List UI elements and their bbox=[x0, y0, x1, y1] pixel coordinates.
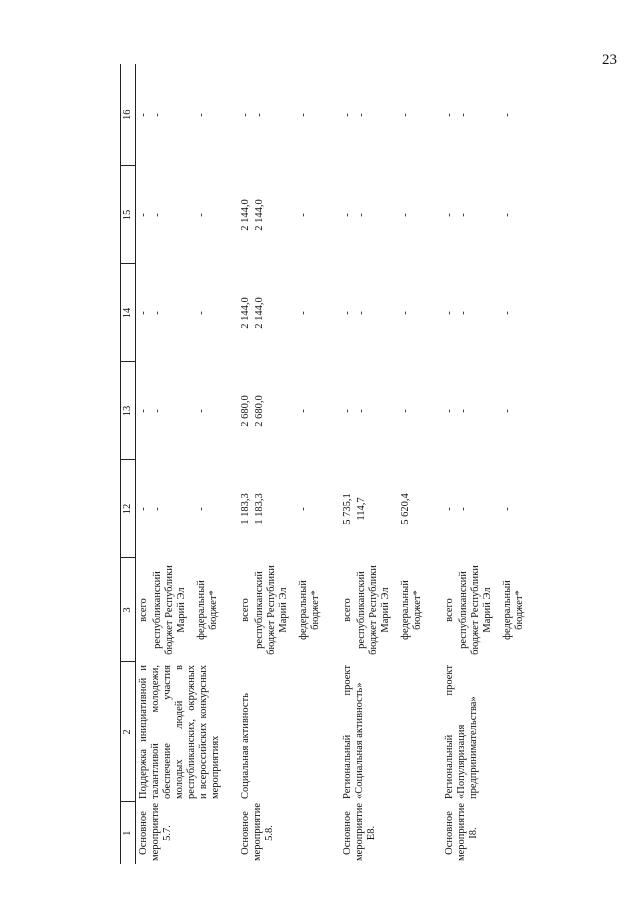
col-13-values bbox=[238, 362, 340, 460]
col-16-values bbox=[442, 64, 544, 166]
budget-value: - bbox=[458, 113, 470, 117]
budget-value: - bbox=[138, 113, 150, 117]
budget-value: - bbox=[298, 113, 310, 117]
funding-source-label: всего bbox=[240, 598, 252, 622]
funding-source-label: федеральный бюджет* bbox=[502, 580, 526, 640]
budget-value: - bbox=[342, 213, 354, 217]
budget-value: - bbox=[196, 213, 208, 217]
rotated-table-container bbox=[120, 64, 623, 864]
budget-value: - bbox=[356, 311, 368, 315]
budget-value: 2 680,0 bbox=[254, 395, 266, 427]
budget-value: - bbox=[298, 311, 310, 315]
budget-value: - bbox=[356, 213, 368, 217]
budget-value: - bbox=[400, 213, 412, 217]
budget-value: 2 144,0 bbox=[240, 297, 252, 329]
col-14-values bbox=[340, 264, 442, 362]
table-row bbox=[136, 64, 239, 864]
budget-value: - bbox=[240, 113, 252, 117]
budget-value: - bbox=[138, 311, 150, 315]
budget-value: - bbox=[152, 507, 164, 511]
page-number: 23 bbox=[602, 52, 617, 68]
event-code: Основное мероприятие I8. bbox=[444, 803, 480, 861]
col-13-values bbox=[442, 362, 544, 460]
budget-value: - bbox=[152, 311, 164, 315]
budget-value: - bbox=[196, 311, 208, 315]
event-name: Региональный проект «Социальная активность» bbox=[342, 665, 366, 799]
budget-value: - bbox=[458, 311, 470, 315]
budget-value: 1 183,3 bbox=[240, 493, 252, 525]
funding-sources bbox=[340, 558, 442, 662]
budget-value: - bbox=[196, 409, 208, 413]
funding-source-label: всего bbox=[342, 598, 354, 622]
budget-table bbox=[120, 64, 544, 864]
col-16-values bbox=[238, 64, 340, 166]
funding-source-label: всего bbox=[138, 598, 150, 622]
budget-value: - bbox=[298, 507, 310, 511]
budget-value: - bbox=[502, 311, 514, 315]
budget-value: 2 144,0 bbox=[254, 297, 266, 329]
budget-value: - bbox=[138, 213, 150, 217]
budget-value: - bbox=[502, 113, 514, 117]
col-12-values bbox=[442, 460, 544, 558]
col-13-values bbox=[340, 362, 442, 460]
event-code: Основное мероприятие E8. bbox=[342, 803, 378, 861]
funding-source-label: федеральный бюджет* bbox=[400, 580, 424, 640]
budget-value: - bbox=[458, 409, 470, 413]
col-15-values bbox=[442, 166, 544, 264]
col-12-values bbox=[136, 460, 239, 558]
budget-value: - bbox=[152, 409, 164, 413]
event-code: Основное мероприятие 5.7. bbox=[138, 803, 174, 861]
table-row bbox=[340, 64, 442, 864]
budget-value: - bbox=[152, 113, 164, 117]
col-15-values bbox=[238, 166, 340, 264]
col-16-values bbox=[136, 64, 239, 166]
event-name: Социальная активность bbox=[240, 693, 252, 799]
header-row bbox=[121, 64, 136, 864]
col-13-values bbox=[136, 362, 239, 460]
funding-sources bbox=[442, 558, 544, 662]
budget-value: - bbox=[196, 113, 208, 117]
budget-value: - bbox=[444, 213, 456, 217]
col-15-values bbox=[340, 166, 442, 264]
funding-sources bbox=[238, 558, 340, 662]
event-code: Основное мероприятие 5.8. bbox=[240, 803, 276, 861]
column-header: 15 bbox=[121, 166, 136, 264]
budget-value: - bbox=[342, 113, 354, 117]
column-header: 3 bbox=[121, 558, 136, 662]
budget-value: - bbox=[138, 409, 150, 413]
col-12-values bbox=[340, 460, 442, 558]
event-name: Поддержка инициативной и талантливой молодежи, обеспечение участия молодых людей в республиканских, окружных и всероссийских конкурсных мероприятиях bbox=[138, 665, 222, 799]
budget-value: - bbox=[458, 507, 470, 511]
col-16-values bbox=[340, 64, 442, 166]
column-header: 1 bbox=[121, 802, 136, 864]
budget-value: - bbox=[444, 409, 456, 413]
budget-value: 5 620,4 bbox=[400, 493, 412, 525]
funding-sources bbox=[136, 558, 239, 662]
column-header: 2 bbox=[121, 662, 136, 802]
budget-value: - bbox=[458, 213, 470, 217]
budget-value: - bbox=[400, 409, 412, 413]
budget-value: - bbox=[400, 311, 412, 315]
col-14-values bbox=[238, 264, 340, 362]
funding-source-label: республиканский бюджет Республики Марий Эл bbox=[152, 565, 188, 655]
budget-value: - bbox=[502, 213, 514, 217]
col-12-values bbox=[238, 460, 340, 558]
budget-value: - bbox=[356, 113, 368, 117]
event-name: Региональный проект «Популяризация предпринимательства» bbox=[444, 665, 480, 799]
budget-value: 114,7 bbox=[356, 497, 368, 521]
funding-source-label: республиканский бюджет Республики Марий Эл bbox=[458, 565, 494, 655]
budget-value: - bbox=[502, 409, 514, 413]
budget-value: - bbox=[138, 507, 150, 511]
budget-value: 2 144,0 bbox=[240, 199, 252, 231]
budget-value: - bbox=[502, 507, 514, 511]
budget-value: 2 144,0 bbox=[254, 199, 266, 231]
funding-source-label: федеральный бюджет* bbox=[298, 580, 322, 640]
column-header: 16 bbox=[121, 64, 136, 166]
table-row bbox=[442, 64, 544, 864]
budget-value: - bbox=[356, 409, 368, 413]
budget-value: - bbox=[342, 311, 354, 315]
col-15-values bbox=[136, 166, 239, 264]
budget-value: 5 735,1 bbox=[342, 493, 354, 525]
budget-value: 1 183,3 bbox=[254, 493, 266, 525]
budget-value: - bbox=[342, 409, 354, 413]
table-row bbox=[238, 64, 340, 864]
column-header: 13 bbox=[121, 362, 136, 460]
budget-value: - bbox=[400, 113, 412, 117]
budget-value: - bbox=[444, 113, 456, 117]
funding-source-label: республиканский бюджет Республики Марий Эл bbox=[254, 565, 290, 655]
budget-value: - bbox=[444, 507, 456, 511]
funding-source-label: федеральный бюджет* bbox=[196, 580, 220, 640]
column-header: 12 bbox=[121, 460, 136, 558]
budget-value: - bbox=[298, 213, 310, 217]
budget-value: - bbox=[444, 311, 456, 315]
budget-value: - bbox=[152, 213, 164, 217]
col-14-values bbox=[442, 264, 544, 362]
funding-source-label: всего bbox=[444, 598, 456, 622]
col-14-values bbox=[136, 264, 239, 362]
budget-value: - bbox=[298, 409, 310, 413]
column-header: 14 bbox=[121, 264, 136, 362]
budget-value: 2 680,0 bbox=[240, 395, 252, 427]
funding-source-label: республиканский бюджет Республики Марий Эл bbox=[356, 565, 392, 655]
budget-value: - bbox=[254, 113, 266, 117]
budget-value: - bbox=[196, 507, 208, 511]
